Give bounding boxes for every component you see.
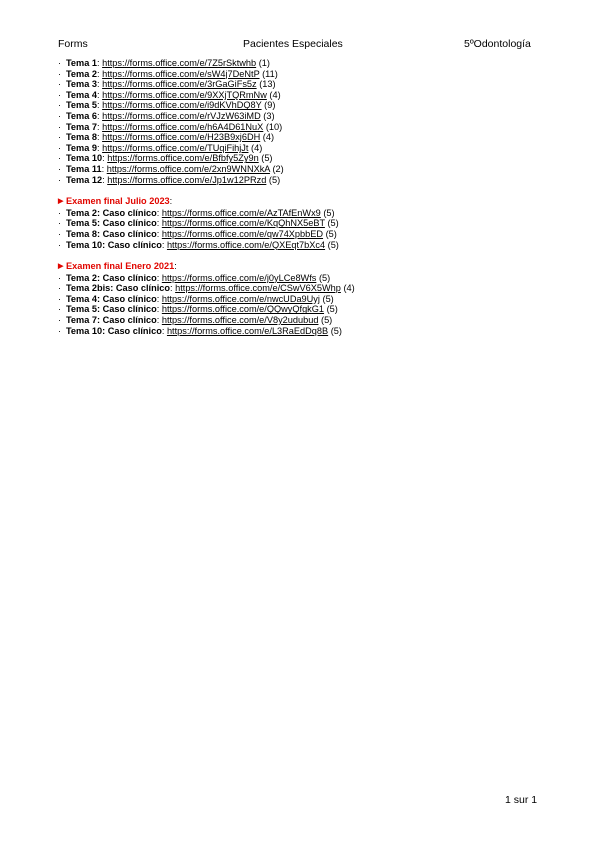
form-link[interactable]: https://forms.office.com/e/qw74XpbbED xyxy=(161,228,324,239)
exam-section-title xyxy=(58,196,558,208)
question-count: (1) xyxy=(258,58,270,68)
question-count: (5) xyxy=(323,207,335,218)
form-link[interactable]: https://forms.office.com/e/QQwyQfgkG1 xyxy=(161,304,325,315)
item-label: Tema 3 xyxy=(66,79,97,90)
form-link[interactable]: https://forms.office.com/e/3rGaGiFs5z xyxy=(102,79,257,90)
tema-list-item: · Tema 7: https://forms.office.com/e/h6A4D61NuX (10) xyxy=(58,121,283,132)
exam-list-item: · Tema 2: Caso clínico: https://forms.office.com/e/j0yLCe8Wfs (5) xyxy=(58,272,331,283)
bullet-icon: · xyxy=(58,239,62,250)
section-spacer xyxy=(58,250,558,261)
form-link[interactable]: https://forms.office.com/e/rVJzW63iMD xyxy=(102,110,261,121)
item-label: Tema 2: Caso clínico xyxy=(66,272,157,283)
item-label: Tema 10 xyxy=(66,153,103,164)
triangle-bullet-icon: ▶ xyxy=(58,198,64,206)
bullet-icon: · xyxy=(58,174,62,185)
item-label: Tema 2: Caso clínico xyxy=(66,207,157,218)
bullet-icon: · xyxy=(58,89,62,100)
question-count: (9) xyxy=(264,100,276,111)
exam-list-item: · Tema 10: Caso clínico: https://forms.office.com/e/L3RaEdDq8B (5) xyxy=(58,325,342,336)
bullet-icon: · xyxy=(58,293,62,304)
tema-list-item: · Tema 9: https://forms.office.com/e/TUqiFihjJt (4) xyxy=(58,142,263,153)
form-link[interactable]: https://forms.office.com/e/KqQhNX5eBT xyxy=(161,218,325,229)
form-link[interactable]: https://forms.office.com/e/nwcUDa9Uyj xyxy=(161,293,320,304)
item-label: Tema 5: Caso clínico xyxy=(66,304,157,315)
bullet-icon: · xyxy=(58,283,62,294)
item-label: Tema 5 xyxy=(66,100,97,111)
item-label: Tema 10: Caso clínico xyxy=(66,325,162,336)
bullet-icon: · xyxy=(58,207,62,218)
section-spacer xyxy=(58,185,558,196)
bullet-icon: · xyxy=(58,132,62,143)
section-title-colon: : xyxy=(169,196,173,207)
question-count: (13) xyxy=(259,79,276,90)
bullet-icon: · xyxy=(58,325,62,336)
item-label: Tema 12 xyxy=(66,174,103,185)
bullet-icon: · xyxy=(58,315,62,326)
bullet-icon: · xyxy=(58,304,62,315)
exam-list-item: · Tema 2bis: Caso clínico: https://forms.office.com/e/CSwV6X5Whp (4) xyxy=(58,283,355,294)
question-count: (5) xyxy=(325,228,337,239)
item-label: Tema 7: Caso clínico xyxy=(66,315,157,326)
item-label: Tema 1 xyxy=(66,58,97,68)
tema-list-item: · Tema 6: https://forms.office.com/e/rVJzW63iMD (3) xyxy=(58,110,275,121)
question-count: (4) xyxy=(251,142,263,153)
item-label: Tema 4 xyxy=(66,89,97,100)
header-left-forms: Forms xyxy=(58,38,88,50)
tema-list-item: · Tema 2: https://forms.office.com/e/sW4j7DeNtP (11) xyxy=(58,68,278,79)
question-count: (4) xyxy=(262,132,275,143)
bullet-icon: · xyxy=(58,58,62,68)
question-count: (11) xyxy=(262,68,278,79)
form-link[interactable]: https://forms.office.com/e/9XXjTQRmNw xyxy=(102,89,267,100)
item-label: Tema 4: Caso clínico xyxy=(66,293,157,304)
triangle-bullet-icon: ▶ xyxy=(58,263,64,271)
exam-list-item: · Tema 8: Caso clínico: https://forms.office.com/e/qw74XpbbED (5) xyxy=(58,228,337,239)
bullet-icon: · xyxy=(58,163,62,174)
bullet-icon: · xyxy=(58,68,62,79)
tema-list-item: · Tema 8: https://forms.office.com/e/H23B9xj6DH (4) xyxy=(58,132,275,143)
bullet-icon: · xyxy=(58,228,62,239)
exam-list-item: · Tema 5: Caso clínico: https://forms.office.com/e/QQwyQfgkG1 (5) xyxy=(58,304,338,315)
section-title-text: Examen final Julio 2023 xyxy=(66,196,170,207)
exam-list-item: · Tema 10: Caso clínico: https://forms.office.com/e/QXEqt7bXc4 (5) xyxy=(58,239,339,250)
form-link[interactable]: https://forms.office.com/e/h6A4D61NuX xyxy=(102,121,264,132)
item-label: Tema 6 xyxy=(66,110,97,121)
form-link[interactable]: https://forms.office.com/e/AzTAfEnWx9 xyxy=(161,207,321,218)
question-count: (4) xyxy=(343,283,355,294)
form-link[interactable]: https://forms.office.com/e/TUqiFihjJt xyxy=(102,142,249,153)
bullet-icon: · xyxy=(58,79,62,90)
item-label: Tema 2bis: Caso clínico xyxy=(66,283,170,294)
tema-list-item: · Tema 10: https://forms.office.com/e/Bfbfy5Zy9n (5) xyxy=(58,153,273,164)
form-link[interactable]: https://forms.office.com/e/H23B9xj6DH xyxy=(102,132,261,143)
exam-list-item: · Tema 5: Caso clínico: https://forms.office.com/e/KqQhNX5eBT (5) xyxy=(58,218,339,229)
item-label: Tema 7 xyxy=(66,121,97,132)
exam-list-item: · Tema 4: Caso clínico: https://forms.office.com/e/nwcUDa9Uyj (5) xyxy=(58,293,334,304)
form-link[interactable]: https://forms.office.com/e/CSwV6X5Whp xyxy=(175,283,341,294)
question-count: (5) xyxy=(322,293,334,304)
page-counter: 1 sur 1 xyxy=(505,794,538,806)
question-count: (10) xyxy=(265,121,283,132)
forms-list xyxy=(58,58,558,336)
section-title-colon: : xyxy=(174,261,177,272)
bullet-icon: · xyxy=(58,110,62,121)
exam-section-title xyxy=(58,261,558,273)
question-count: (5) xyxy=(327,239,339,250)
bullet-icon: · xyxy=(58,218,62,229)
form-link[interactable]: https://forms.office.com/e/Bfbfy5Zy9n xyxy=(107,153,259,164)
question-count: (5) xyxy=(330,325,342,336)
item-label: Tema 10: Caso clínico xyxy=(66,239,162,250)
section-title-text: Examen final Enero 2021 xyxy=(66,261,175,272)
question-count: (5) xyxy=(327,218,339,229)
form-link[interactable]: https://forms.office.com/e/L3RaEdDq8B xyxy=(166,325,329,336)
form-link[interactable]: https://forms.office.com/e/V8y2udubud xyxy=(161,315,319,326)
question-count: (4) xyxy=(269,89,281,100)
tema-list-item: · Tema 11: https://forms.office.com/e/2xn9WNNXkA (2) xyxy=(58,163,284,174)
form-link[interactable]: https://forms.office.com/e/2xn9WNNXkA xyxy=(106,163,270,174)
form-link[interactable]: https://forms.office.com/e/i9dKVhDQ8Y xyxy=(102,100,262,111)
exam-list-item: · Tema 2: Caso clínico: https://forms.office.com/e/AzTAfEnWx9 (5) xyxy=(58,207,335,218)
form-link[interactable]: https://forms.office.com/e/j0yLCe8Wfs xyxy=(161,272,317,283)
bullet-icon: · xyxy=(58,142,62,153)
form-link[interactable]: https://forms.office.com/e/Jp1w12PRzd xyxy=(107,174,267,185)
header-title: Pacientes Especiales xyxy=(243,38,343,50)
tema-list-item: · Tema 1: https://forms.office.com/e/7Z5rSktwhb (1) xyxy=(58,58,270,68)
item-label: Tema 8: Caso clínico xyxy=(66,228,157,239)
header-course: 5ºOdontología xyxy=(464,38,531,50)
question-count: (5) xyxy=(321,315,333,326)
exam-list-item: · Tema 7: Caso clínico: https://forms.office.com/e/V8y2udubud (5) xyxy=(58,315,333,326)
bullet-icon: · xyxy=(58,121,62,132)
item-label: Tema 9 xyxy=(66,142,97,153)
bullet-icon: · xyxy=(58,100,62,111)
item-label: Tema 5: Caso clínico xyxy=(66,218,157,229)
question-count: (5) xyxy=(261,153,273,164)
question-count: (5) xyxy=(326,304,338,315)
item-label: Tema 11 xyxy=(66,163,102,174)
bullet-icon: · xyxy=(58,272,62,283)
form-link[interactable]: https://forms.office.com/e/7Z5rSktwhb xyxy=(102,58,257,68)
question-count: (5) xyxy=(318,272,331,283)
question-count: (3) xyxy=(263,110,275,121)
form-link[interactable]: https://forms.office.com/e/sW4j7DeNtP xyxy=(102,68,260,79)
question-count: (5) xyxy=(268,174,281,185)
form-link[interactable]: https://forms.office.com/e/QXEqt7bXc4 xyxy=(166,239,326,250)
question-count: (2) xyxy=(272,163,284,174)
item-label: Tema 8 xyxy=(66,132,97,143)
tema-list-item: · Tema 5: https://forms.office.com/e/i9dKVhDQ8Y (9) xyxy=(58,100,276,111)
bullet-icon: · xyxy=(58,153,62,164)
tema-list-item: · Tema 4: https://forms.office.com/e/9XXjTQRmNw (4) xyxy=(58,89,281,100)
tema-list-item: · Tema 12: https://forms.office.com/e/Jp1w12PRzd (5) xyxy=(58,174,281,185)
item-label: Tema 2 xyxy=(66,68,97,79)
tema-list-item: · Tema 3: https://forms.office.com/e/3rGaGiFs5z (13) xyxy=(58,79,276,90)
